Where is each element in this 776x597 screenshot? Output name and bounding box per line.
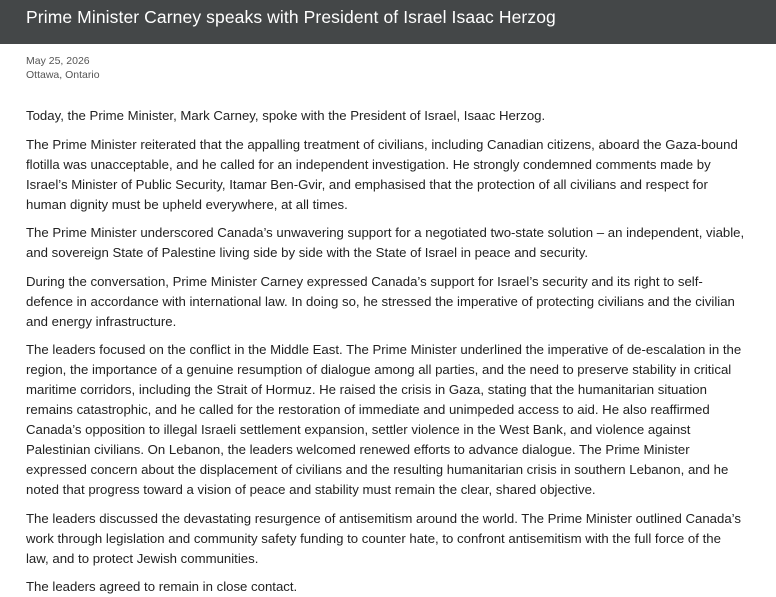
- paragraph: The Prime Minister reiterated that the appalling treatment of civilians, including Canadian citizens, aboard the Gaza-bound flotilla was unacceptable, and he called for an independent investigation. He strongly condemned comments made by Israel’s Minister of Public Security, Itamar Ben-Gvir, and emphasised that the protection of all civilians and respect for human dignity must be upheld everywhere, at all times.: [26, 136, 738, 212]
- article-meta: [26, 54, 100, 82]
- paragraph: During the conversation, Prime Minister Carney expressed Canada’s support for Israel’s security and its right to self-defence in accordance with international law. In doing so, he stressed the imperative of protecting civilians and the civilian and energy infrastructure.: [26, 273, 735, 329]
- article-body: [26, 106, 746, 597]
- paragraph: The leaders focused on the conflict in the Middle East. The Prime Minister underlined the imperative of de-escalation in the region, the importance of a genuine resumption of dialogue among all parties, and the need to preserve stability in critical maritime corridors, including the Strait of Hormuz. He raised the crisis in Gaza, stating that the humanitarian situation remains catastrophic, and he called for the restoration of immediate and unimpeded access to aid. He also reaffirmed Canada’s opposition to illegal Israeli settlement expansion, settler violence in the West Bank, and violence against Palestinian civilians. On Lebanon, the leaders welcomed renewed efforts to advance dialogue. The Prime Minister expressed concern about the displacement of civilians and the resulting humanitarian crisis in southern Lebanon, and he noted that progress toward a vision of peace and stability must remain the clear, shared objective.: [26, 342, 742, 497]
- paragraph: The leaders discussed the devastating resurgence of antisemitism around the world. The Prime Minister outlined Canada’s work through legislation and community safety funding to counter hate, to confront antisemitism with the full force of the law, and to protect Jewish communities.: [26, 510, 741, 566]
- location: Ottawa, Ontario: [26, 69, 100, 81]
- paragraph: The leaders agreed to remain in close contact.: [26, 579, 298, 594]
- paragraph: Today, the Prime Minister, Mark Carney, spoke with the President of Israel, Isaac Herzog.: [26, 108, 546, 123]
- paragraph: The Prime Minister underscored Canada’s unwavering support for a negotiated two-state solution – an independent, viable, and sovereign State of Palestine living side by side with the State of Israel in peace and security.: [26, 225, 745, 260]
- title-bar: [0, 0, 776, 44]
- publication-date: May 25, 2026: [26, 55, 90, 67]
- page-title: Prime Minister Carney speaks with President of Israel Isaac Herzog: [26, 7, 556, 27]
